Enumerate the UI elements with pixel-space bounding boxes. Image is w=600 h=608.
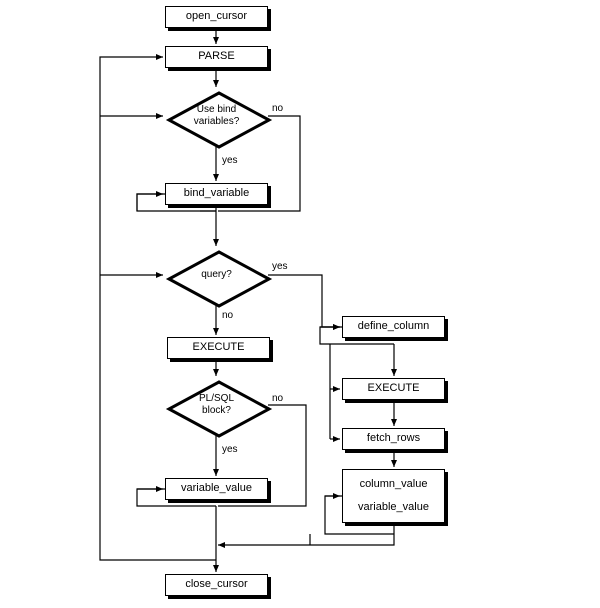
edge-label-plsql-no: no — [272, 393, 284, 404]
node-execute-left-label: EXECUTE — [192, 341, 245, 354]
node-execute-right-label: EXECUTE — [367, 382, 420, 395]
node-use-bind-variables-line1: Use bind — [196, 104, 237, 115]
node-bind-variable-label: bind_variable — [183, 187, 250, 200]
diamond-shape — [165, 378, 276, 440]
edge-label-use-bind-yes: yes — [222, 155, 238, 166]
node-plsql-block[interactable] — [165, 378, 268, 432]
node-column-value-label: column_value — [359, 477, 428, 490]
node-fetch-rows-label: fetch_rows — [366, 432, 421, 445]
node-use-bind-variables[interactable] — [165, 89, 268, 143]
node-parse-label: PARSE — [198, 50, 235, 63]
edge-label-query-yes: yes — [272, 261, 288, 272]
edge-label-use-bind-no: no — [272, 103, 284, 114]
edge-label-query-no: no — [222, 310, 234, 321]
node-column-value-variable-value[interactable] — [342, 469, 445, 523]
diamond-shape — [165, 248, 276, 310]
node-query-line1: query? — [201, 269, 232, 280]
node-variable-value-left[interactable] — [165, 478, 268, 500]
node-define-column[interactable] — [342, 316, 445, 338]
node-parse[interactable] — [165, 46, 268, 68]
edge-label-plsql-yes: yes — [222, 444, 238, 455]
node-open-cursor-label: open_cursor — [185, 10, 248, 23]
node-close-cursor-label: close_cursor — [185, 578, 248, 591]
node-open-cursor[interactable] — [165, 6, 268, 28]
node-plsql-block-line2: block? — [202, 405, 231, 416]
node-execute-right[interactable] — [342, 378, 445, 400]
node-bind-variable[interactable] — [165, 183, 268, 205]
node-plsql-block-line1: PL/SQL — [198, 393, 235, 404]
node-variable-value-left-label: variable_value — [181, 482, 252, 495]
node-execute-left[interactable] — [167, 337, 270, 359]
diamond-shape — [165, 89, 276, 151]
node-define-column-label: define_column — [357, 320, 430, 333]
node-close-cursor[interactable] — [165, 574, 268, 596]
node-fetch-rows[interactable] — [342, 428, 445, 450]
node-query[interactable] — [165, 248, 268, 302]
node-use-bind-variables-line2: variables? — [193, 116, 240, 127]
node-variable-value-right-label: variable_value — [358, 500, 429, 513]
